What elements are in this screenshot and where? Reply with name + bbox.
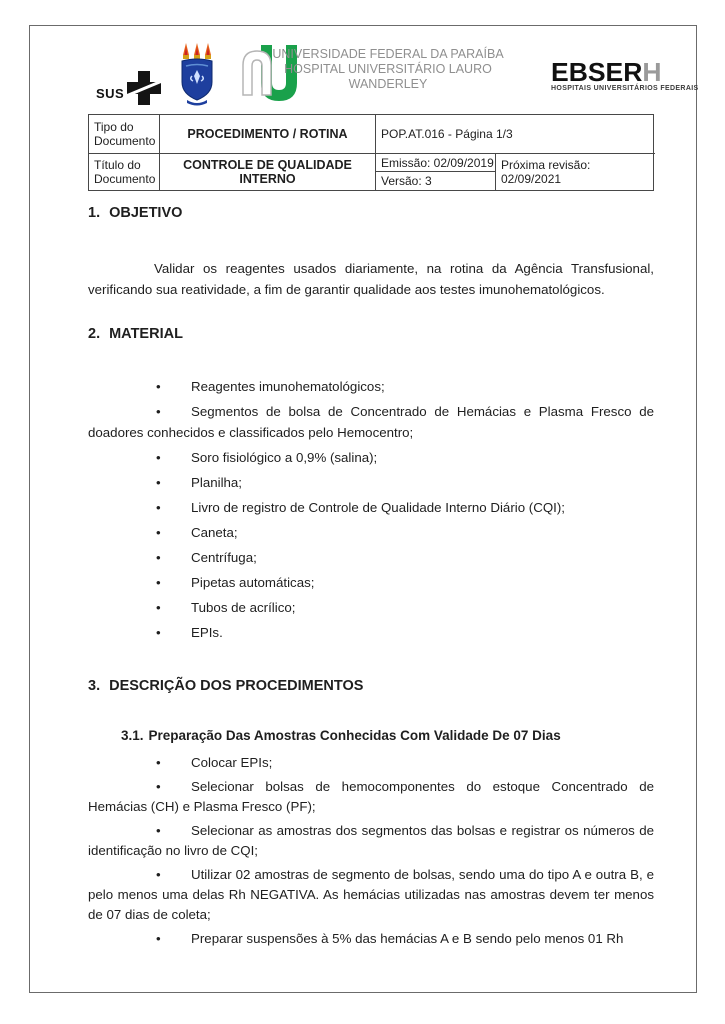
next-review-cell: Próxima revisão: 02/09/2021 [495,153,655,190]
bullet-icon: • [156,931,161,946]
list-item: • Preparar suspensões à 5% das hemácias A e B sendo pelo menos 01 Rh [88,929,654,949]
institution-line: HOSPITAL UNIVERSITÁRIO LAURO [284,62,492,76]
list-item: • Pipetas automáticas; [88,572,654,593]
list-item: • Centrífuga; [88,547,654,568]
list-item: • Tubos de acrílico; [88,597,654,618]
section-3-heading: 3. DESCRIÇÃO DOS PROCEDIMENTOS [88,678,364,694]
bullet-icon: • [156,450,161,465]
list-item: • Livro de registro de Controle de Qualidade Interno Diário (CQI); [88,497,654,518]
ebserh-logo [551,57,699,92]
institution-line: WANDERLEY [348,77,428,91]
bullet-icon: • [156,500,161,515]
page-header [30,26,699,114]
institution-name [258,47,518,92]
bullet-icon: • [156,823,161,838]
material-list [88,376,654,643]
list-item: • Soro fisiológico a 0,9% (salina); [88,447,654,468]
list-item: • Utilizar 02 amostras de segmento de bolsas, sendo uma do tipo A e outra B, e pelo menos uma delas Rh NEGATIVA. As hemácias utilizadas nas amostras devem ter menos de 07 dias de coleta; [88,867,654,922]
bullet-icon: • [156,379,161,394]
list-item: • Selecionar bolsas de hemocomponentes do estoque Concentrado de Hemácias (CH) e Plasma Fresco (PF); [88,779,654,814]
emission-date: Emissão: 02/09/2019 [376,154,495,172]
list-item: • Planilha; [88,472,654,493]
section-1-heading: 1. OBJETIVO [88,205,183,221]
section-2-heading: 2. MATERIAL [88,326,183,342]
bullet-icon: • [156,755,161,770]
ebserh-wordmark: EBSERH [551,57,662,87]
bullet-icon: • [156,475,161,490]
objective-paragraph: Validar os reagentes usados diariamente, na rotina da Agência Transfusional, verificando sua reatividade, a fim de garantir qualidade aos testes imunohematológicos. [88,261,654,297]
doc-type-value: PROCEDIMENTO / ROTINA [159,115,375,153]
ebserh-h-letter: H [642,57,662,87]
emission-version-cell [375,153,495,190]
bullet-icon: • [156,525,161,540]
bullet-icon: • [156,404,161,419]
doc-title-value: CONTROLE DE QUALIDADE INTERNO [159,153,375,190]
sus-label: SUS [96,85,125,101]
document-body [88,204,654,953]
list-item: • Selecionar as amostras dos segmentos das bolsas e registrar os números de identificação no livro de CQI; [88,823,654,858]
sus-logo [96,70,162,106]
sus-cross-icon [126,70,162,106]
list-item: • Reagentes imunohematológicos; [88,376,654,397]
version-number: Versão: 3 [381,174,432,188]
bullet-icon: • [156,575,161,590]
ebserh-subtitle: HOSPITAIS UNIVERSITÁRIOS FEDERAIS [551,85,699,92]
doc-type-label: Tipo do Documento [94,120,156,148]
list-item: • EPIs. [88,622,654,643]
bullet-icon: • [156,550,161,565]
subsection-3-1-heading: 3.1. Preparação Das Amostras Conhecidas Com Validade De 07 Dias [121,728,561,743]
list-item: • Colocar EPIs; [88,753,654,773]
list-item: • Segmentos de bolsa de Concentrado de Hemácias e Plasma Fresco de doadores conhecidos e classificados pelo Hemocentro; [88,401,654,443]
bullet-icon: • [156,600,161,615]
document-page [29,25,697,993]
bullet-icon: • [156,625,161,640]
ufpb-coat-of-arms-icon [180,42,214,108]
doc-title-label: Título do Documento [89,153,159,190]
doc-code: POP.AT.016 - Página 1/3 [375,115,655,153]
doc-info-table [88,114,654,191]
bullet-icon: • [156,867,161,882]
institution-line: UNIVERSIDADE FEDERAL DA PARAÍBA [272,47,504,61]
list-item: • Caneta; [88,522,654,543]
bullet-icon: • [156,779,161,794]
procedures-list [88,753,654,949]
torches [183,43,211,59]
